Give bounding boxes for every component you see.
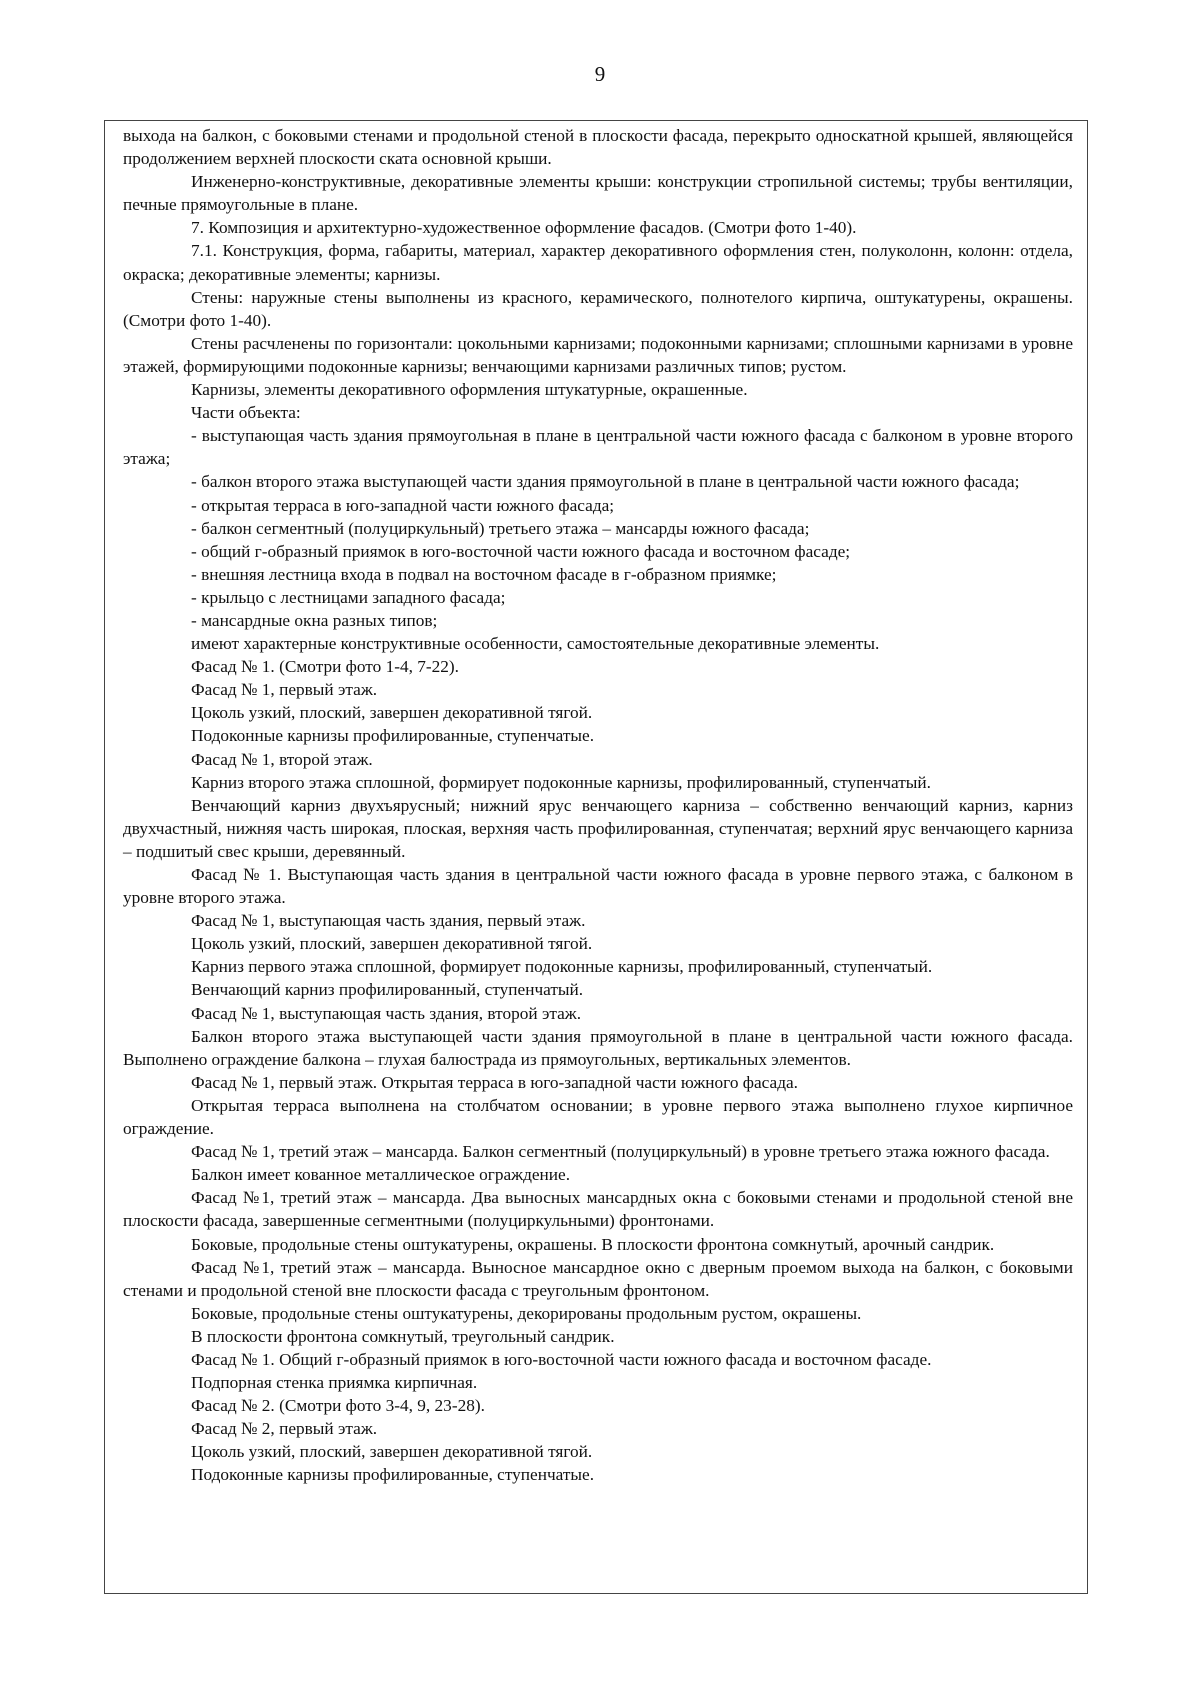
paragraph: - крыльцо с лестницами западного фасада; (191, 587, 506, 607)
paragraph: Боковые, продольные стены оштукатурены, декорированы продольным рустом, окрашены. (191, 1303, 862, 1323)
paragraph: Фасад № 1, выступающая часть здания, второй этаж. (191, 1003, 582, 1023)
paragraph: - общий г-образный приямок в юго-восточной части южного фасада и восточном фасаде; (191, 541, 851, 561)
paragraph: Фасад № 2. (Смотри фото 3-4, 9, 23-28). (191, 1396, 485, 1416)
paragraph: Открытая терраса выполнена на столбчатом основании; в уровне первого этажа выполнено глухое кирпичное ограждение. (123, 1095, 1073, 1139)
paragraph: Балкон второго этажа выступающей части здания прямоугольной в плане в центральной части южного фасада. Выполнено ограждение балкона – глухая балюстрада из прямоугольных, вертикальных элементов. (123, 1026, 1073, 1069)
paragraph: Фасад №1, третий этаж – мансарда. Два выносных мансардных окна с боковыми стенами и продольной стеной вне плоскости фасада, завершенные сегментными (полуциркульными) фронтонами. (123, 1188, 1073, 1231)
paragraph: Фасад № 1, выступающая часть здания, первый этаж. (191, 911, 586, 931)
paragraph: выхода на балкон, с боковыми стенами и продольной стеной в плоскости фасада, перекрыто односкатной крышей, являющейся продолжением верхней плоскости ската основной крыши. (123, 126, 1073, 169)
paragraph: Фасад № 1, первый этаж. Открытая терраса в юго-западной части южного фасада. (191, 1072, 798, 1092)
paragraph: Цоколь узкий, плоский, завершен декоративной тягой. (191, 934, 593, 954)
paragraph: Фасад № 1, третий этаж – мансарда. Балкон сегментный (полуциркульный) в уровне третьего этажа южного фасада. (191, 1142, 1050, 1162)
paragraph: Стены: наружные стены выполнены из красного, керамического, полнотелого кирпича, оштукатурены, окрашены. (Смотри фото 1-40). (123, 287, 1073, 330)
paragraph: Фасад № 1. Общий г-образный приямок в юго-восточной части южного фасада и восточном фасаде. (191, 1349, 932, 1369)
paragraph: Фасад № 1. Выступающая часть здания в центральной части южного фасада в уровне первого этажа, с балконом в уровне второго этажа. (123, 865, 1073, 908)
paragraph: Фасад № 1. (Смотри фото 1-4, 7-22). (191, 657, 460, 677)
paragraph: Карнизы, элементы декоративного оформления штукатурные, окрашенные. (191, 380, 748, 400)
paragraph: Венчающий карниз двухъярусный; нижний ярус венчающего карниза – собственно венчающий карниз, карниз двухчастный, нижняя часть широкая, плоская, верхняя часть профилированная, ступенчатая; верхний ярус венчающего карниза – подшитый свес крыши, деревянный. (123, 795, 1073, 861)
paragraph: Карниз первого этажа сплошной, формирует подоконные карнизы, профилированный, ступенчатый. (191, 957, 933, 977)
paragraph: Фасад №1, третий этаж – мансарда. Выносное мансардное окно с дверным проемом выхода на балкон, с боковыми стенами и продольной стеной вне плоскости фасада с треугольным фронтоном. (123, 1257, 1073, 1300)
paragraph: Инженерно-конструктивные, декоративные элементы крыши: конструкции стропильной системы; трубы вентиляции, печные прямоугольные в плане. (123, 172, 1073, 215)
paragraph: В плоскости фронтона сомкнутый, треугольный сандрик. (191, 1326, 615, 1346)
paragraph: Балкон имеет кованное металлическое ограждение. (191, 1165, 571, 1185)
paragraph: Части объекта: (191, 403, 301, 423)
paragraph: Фасад № 1, первый этаж. (191, 680, 378, 700)
paragraph: Фасад № 1, второй этаж. (191, 749, 373, 769)
paragraph: - открытая терраса в юго-западной части южного фасада; (191, 495, 615, 515)
paragraph: - мансардные окна разных типов; (191, 610, 438, 630)
page-number: 9 (594, 62, 606, 86)
paragraph: 7.1. Конструкция, форма, габариты, материал, характер декоративного оформления стен, полуколонн, колонн: отдела, окраска; декоративные элементы; карнизы. (123, 241, 1073, 284)
paragraph: Боковые, продольные стены оштукатурены, окрашены. В плоскости фронтона сомкнутый, арочный сандрик. (191, 1234, 995, 1254)
paragraph: 7. Композиция и архитектурно-художественное оформление фасадов. (Смотри фото 1-40). (191, 218, 857, 238)
paragraph: Подоконные карнизы профилированные, ступенчатые. (191, 1465, 595, 1485)
paragraph: - балкон сегментный (полуциркульный) третьего этажа – мансарды южного фасада; (191, 518, 810, 538)
paragraph: - балкон второго этажа выступающей части здания прямоугольной в плане в центральной части южного фасада; (191, 472, 1020, 492)
paragraph: имеют характерные конструктивные особенности, самостоятельные декоративные элементы. (191, 634, 880, 654)
paragraph: Фасад № 2, первый этаж. (191, 1419, 378, 1439)
paragraph: Цоколь узкий, плоский, завершен декоративной тягой. (191, 1442, 593, 1462)
document-body (104, 120, 1088, 1594)
paragraph: - выступающая часть здания прямоугольная в плане в центральной части южного фасада с балконом в уровне второго этажа; (123, 426, 1073, 469)
paragraph: Подоконные карнизы профилированные, ступенчатые. (191, 726, 595, 746)
paragraph: Цоколь узкий, плоский, завершен декоративной тягой. (191, 703, 593, 723)
paragraph: - внешняя лестница входа в подвал на восточном фасаде в г-образном приямке; (191, 564, 777, 584)
paragraph: Венчающий карниз профилированный, ступенчатый. (191, 980, 584, 1000)
paragraph: Карниз второго этажа сплошной, формирует подоконные карнизы, профилированный, ступенчатый. (191, 772, 931, 792)
paragraph: Подпорная стенка приямка кирпичная. (191, 1373, 478, 1393)
paragraph: Стены расчленены по горизонтали: цокольными карнизами; подоконными карнизами; сплошными карнизами в уровне этажей, формирующими подоконные карнизы; венчающими карнизами различных типов; рустом. (123, 333, 1073, 376)
